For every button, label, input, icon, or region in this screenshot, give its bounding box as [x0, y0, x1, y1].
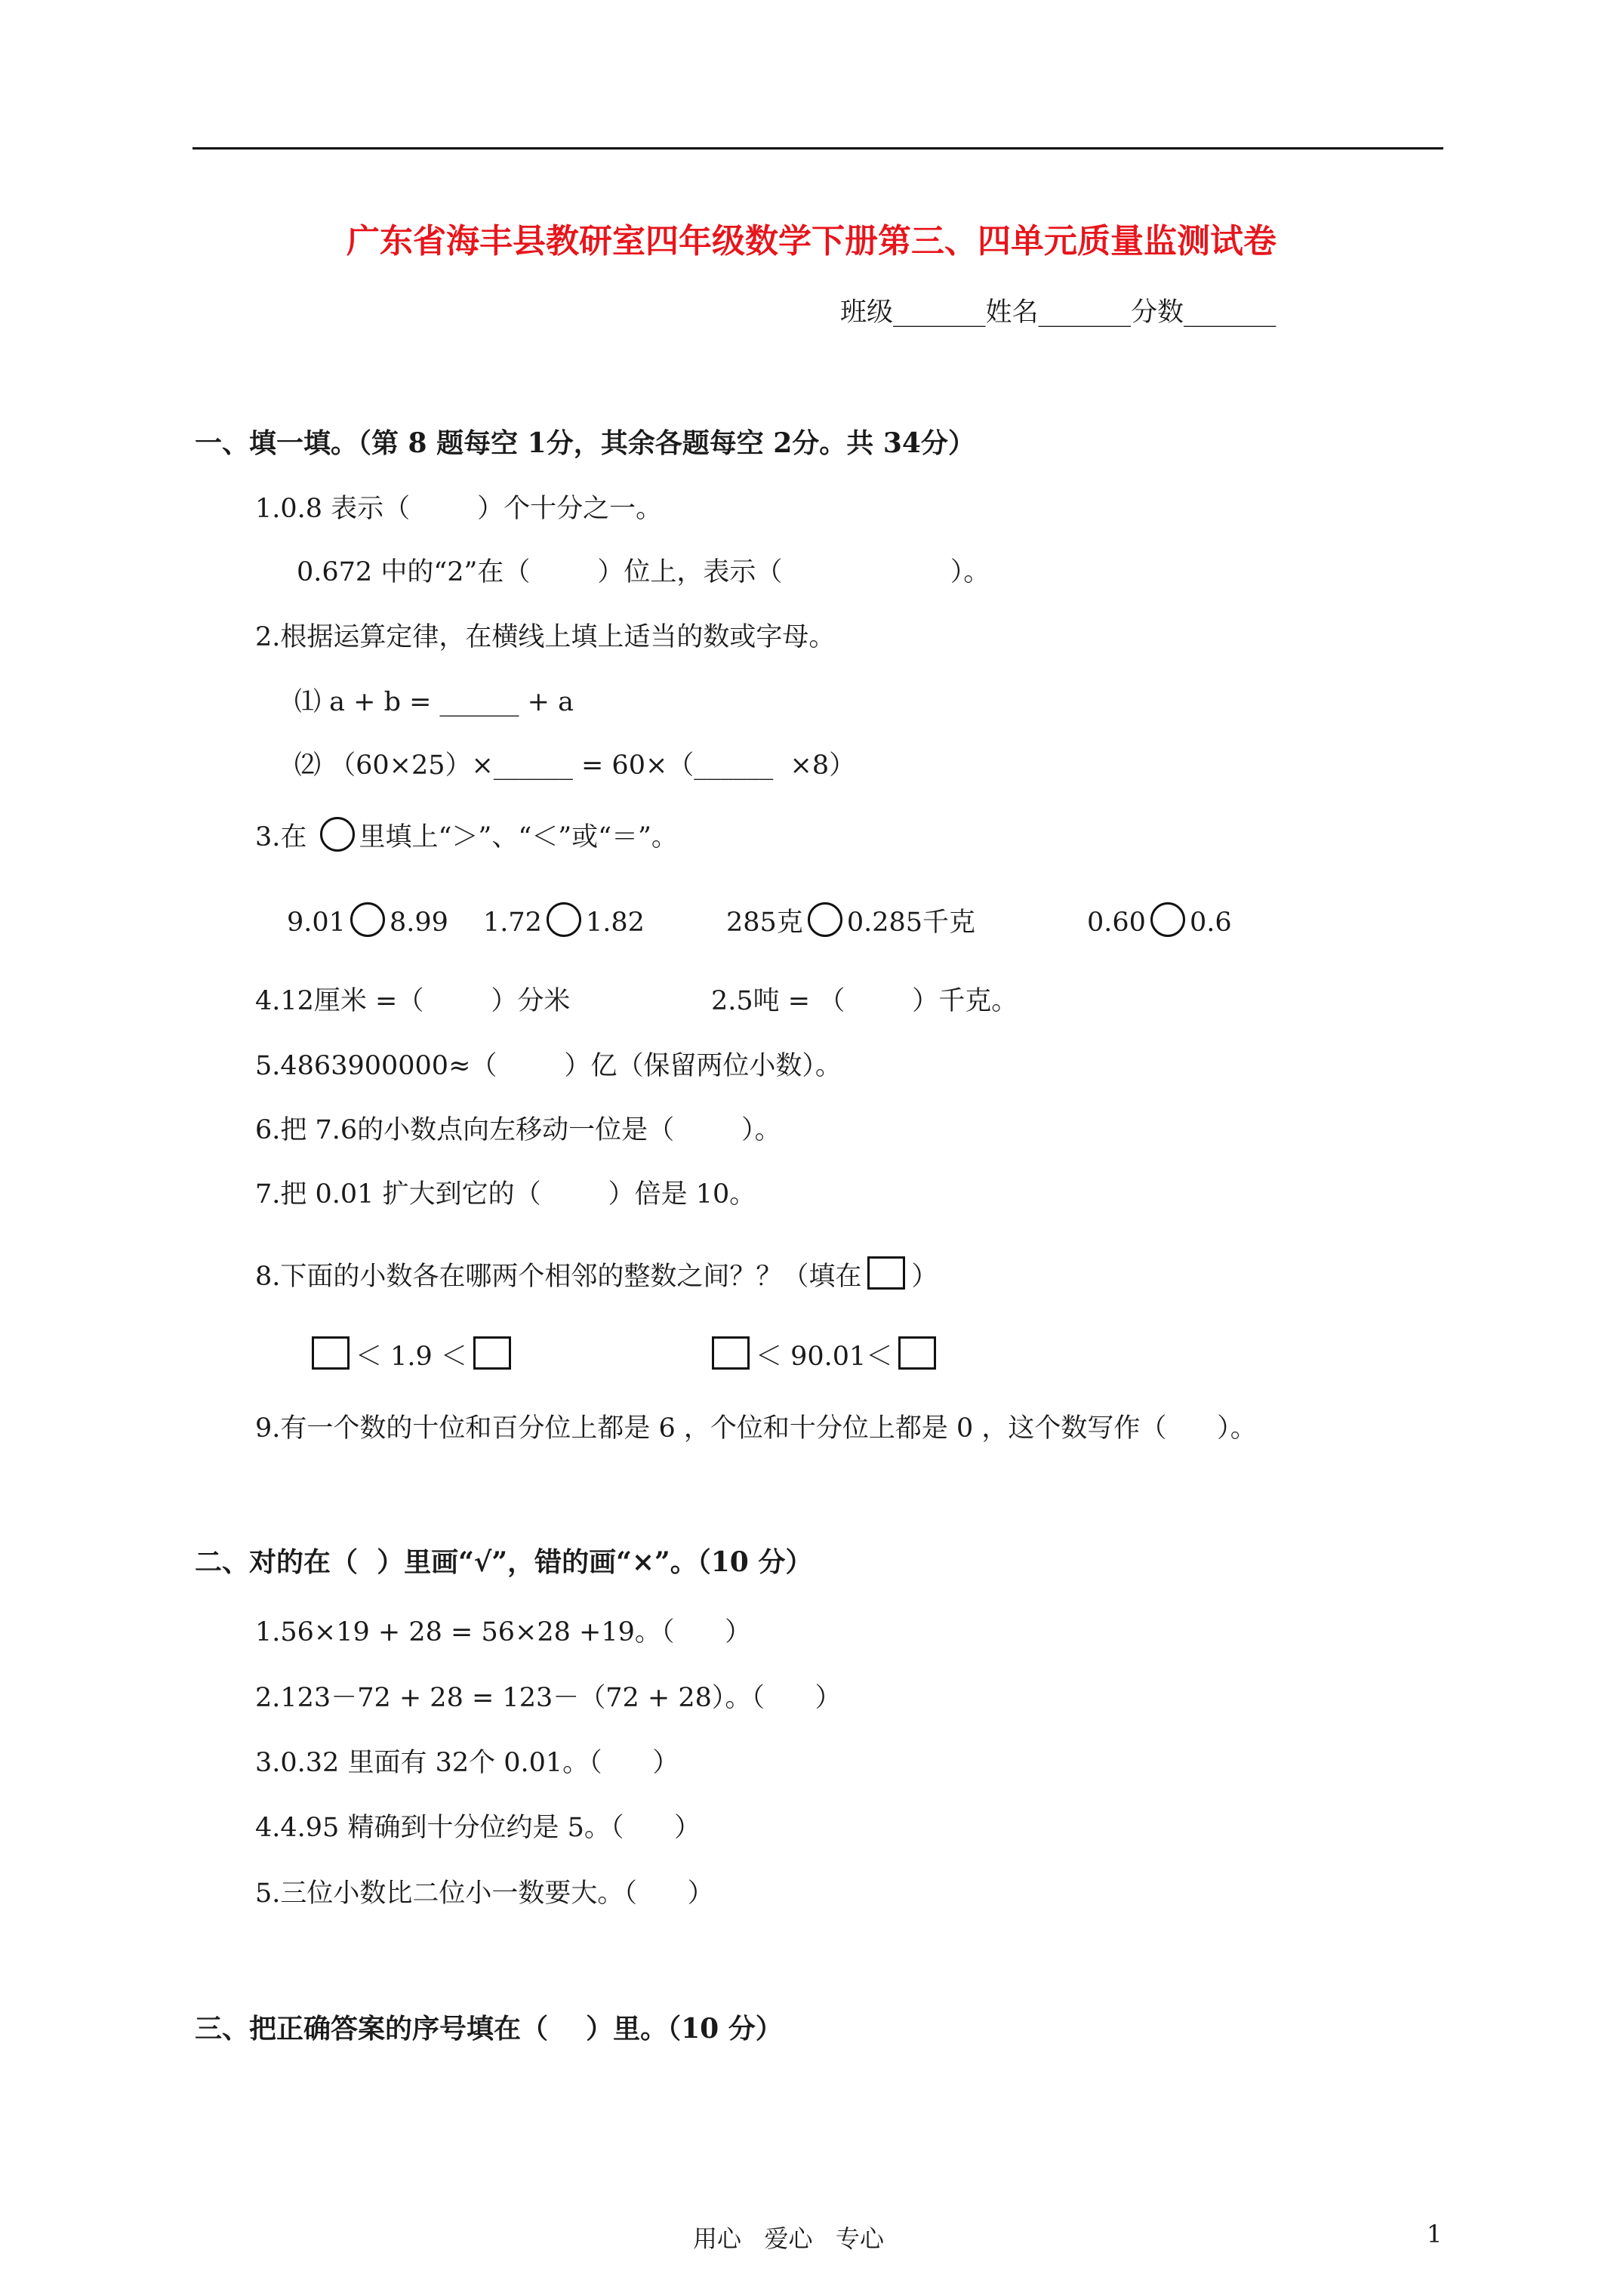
student-info-line: 班级_______姓名_______分数_______	[840, 297, 1277, 328]
compare-c-right: 0.285千克	[846, 908, 976, 938]
header-rule	[192, 147, 1443, 149]
answer-box-icon	[867, 1256, 905, 1290]
compare-circle-icon	[808, 902, 842, 937]
question-3-compare-d	[1087, 902, 1232, 939]
section-3-heading: 三、把正确答案的序号填在（ ）里。（10 分）	[195, 2013, 783, 2045]
question-8	[255, 1256, 938, 1293]
compare-circle-icon	[320, 817, 355, 852]
question-5: 5.4863900000≈（ ）亿（保留两位小数）。	[255, 1051, 842, 1081]
answer-box-icon	[312, 1336, 350, 1370]
judge-item-3: 3.0.32 里面有 32个 0.01。（ ）	[255, 1748, 679, 1778]
question-6: 6.把 7.6的小数点向左移动一位是（ ）。	[255, 1115, 781, 1145]
judge-item-2: 2.123－72 + 28 = 123－（72 + 28）。（ ）	[255, 1683, 842, 1713]
question-4b: 2.5吨 = （ ）千克。	[711, 986, 1018, 1016]
compare-b-left: 1.72	[483, 908, 542, 938]
compare-d-left: 0.60	[1087, 908, 1146, 938]
answer-box-icon	[712, 1336, 750, 1370]
judge-item-5: 5.三位小数比二位小一数要大。（ ）	[255, 1878, 714, 1909]
compare-circle-icon	[1150, 902, 1185, 937]
question-7: 7.把 0.01 扩大到它的（ ）倍是 10。	[255, 1179, 756, 1210]
compare-circle-icon	[350, 902, 385, 937]
question-2: 2.根据运算定律，在横线上填上适当的数或字母。	[255, 622, 836, 652]
footer-slogan: 用心 爱心 专心	[693, 2224, 885, 2253]
question-8-range-b	[706, 1336, 942, 1373]
page-number: 1	[1427, 2220, 1443, 2248]
question-3-suffix: 里填上“＞”、“＜”或“＝”。	[359, 822, 678, 852]
range-b-value: ＜ 90.01＜	[756, 1342, 893, 1372]
question-9: 9.有一个数的十位和百分位上都是 6 ，个位和十分位上都是 0 ，这个数写作（ ）。	[255, 1413, 1257, 1444]
section-1-heading: 一、填一填。（第 8 题每空 1分，其余各题每空 2分。共 34分）	[195, 427, 975, 459]
question-2-part-2: ⑵ （60×25）×______ = 60×（______ ×8）	[294, 750, 856, 781]
compare-a-right: 8.99	[389, 908, 448, 938]
question-8-prefix: 8.下面的小数各在哪两个相邻的整数之间？？（填在	[255, 1262, 862, 1292]
section-2-heading: 二、对的在（ ）里画“√”，错的画“×”。（10 分）	[195, 1546, 813, 1578]
compare-b-right: 1.82	[585, 908, 645, 938]
question-3-prefix: 3.在	[255, 822, 316, 852]
question-3	[255, 817, 678, 854]
question-2-part-1: ⑴ a + b = ______ + a	[294, 687, 574, 717]
question-3-compare-c	[726, 902, 975, 939]
question-1a: 1.0.8 表示（ ）个十分之一。	[255, 494, 663, 524]
range-a-value: ＜ 1.9 ＜	[356, 1342, 467, 1372]
question-1b: 0.672 中的“2”在（ ）位上，表示（ ）。	[297, 557, 990, 587]
answer-box-icon	[473, 1336, 511, 1370]
compare-c-left: 285克	[726, 908, 803, 938]
compare-circle-icon	[547, 902, 581, 937]
page-title: 广东省海丰县教研室四年级数学下册第三、四单元质量监测试卷	[346, 222, 1277, 260]
judge-item-4: 4.4.95 精确到十分位约是 5。（ ）	[255, 1813, 701, 1843]
compare-a-left: 9.01	[287, 908, 346, 938]
question-3-compare-b	[483, 902, 645, 939]
judge-item-1: 1.56×19 + 28 = 56×28 +19。（ ）	[255, 1617, 752, 1647]
compare-d-right: 0.6	[1189, 908, 1232, 938]
question-4a: 4.12厘米 =（ ）分米	[255, 986, 571, 1016]
question-8-suffix: ）	[911, 1262, 938, 1292]
question-3-compare-a	[287, 902, 448, 939]
question-8-range-a	[306, 1336, 517, 1373]
answer-box-icon	[898, 1336, 936, 1370]
